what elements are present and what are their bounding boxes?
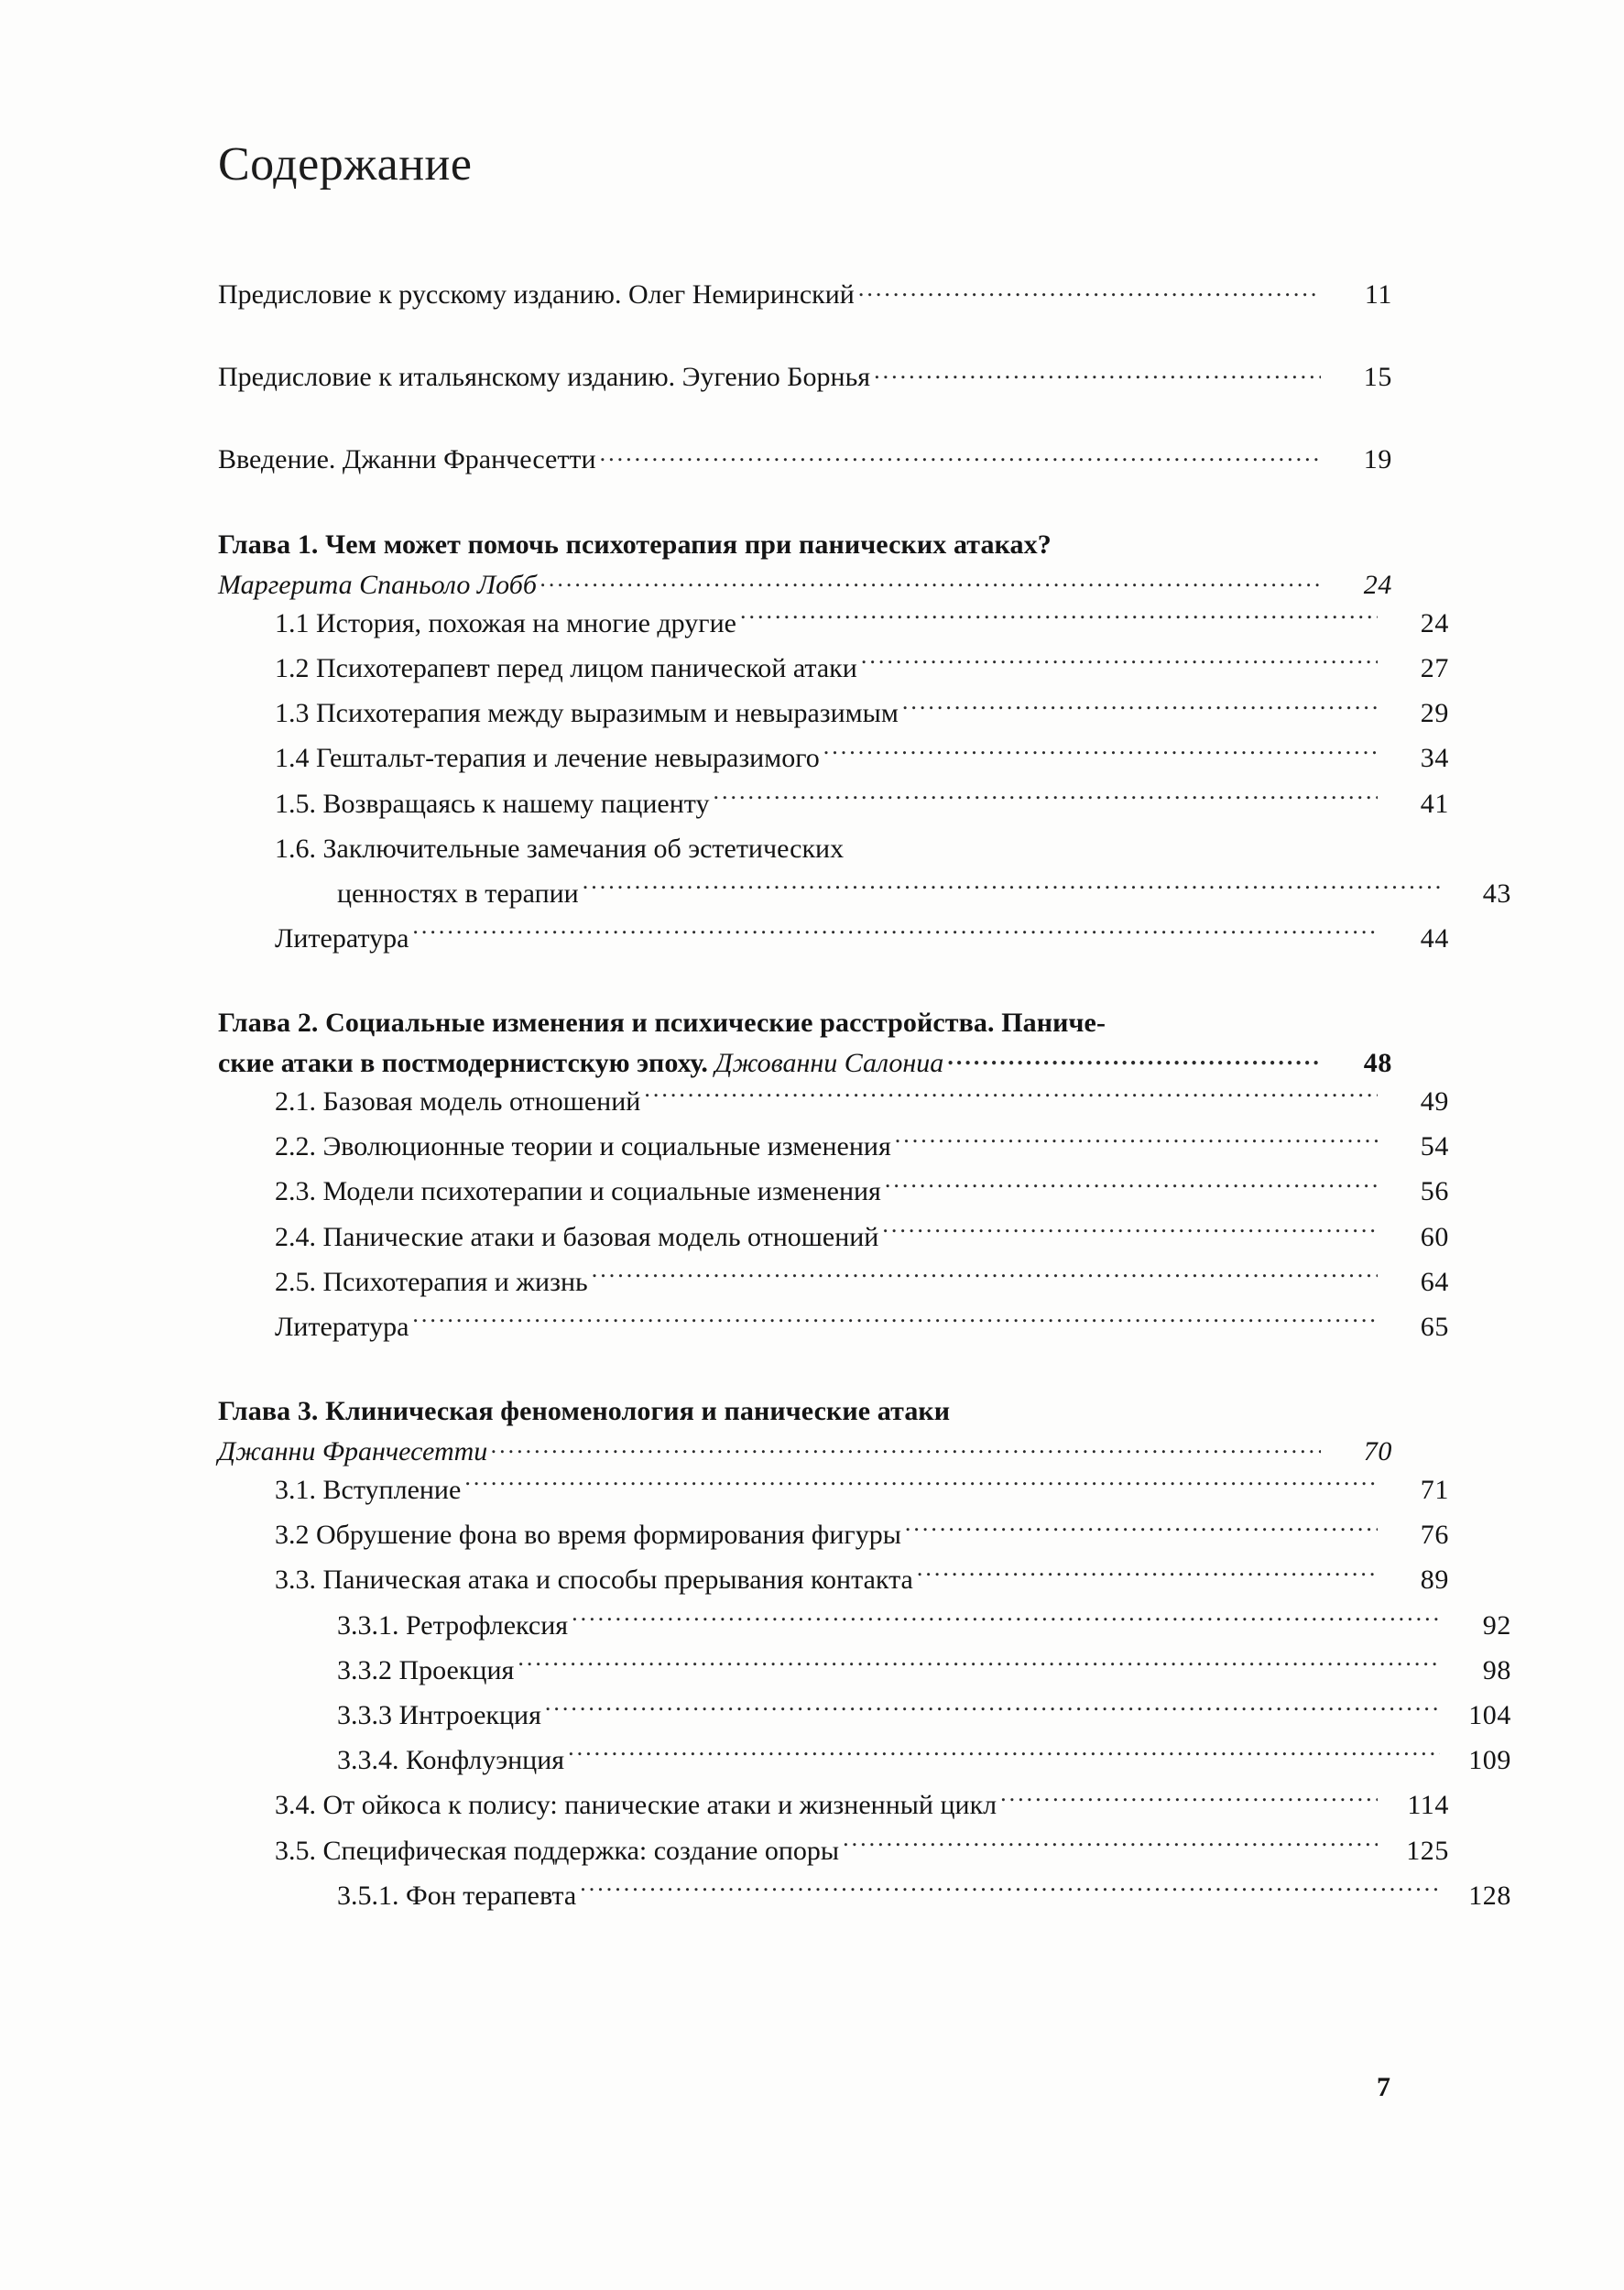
dot-leader [740,605,1378,632]
toc-section[interactable] [218,826,1449,871]
toc-entry-label: Предисловие к итальянскому изданию. Эугенио Борнья [218,362,871,392]
toc-section-page: 41 [1420,788,1449,819]
toc-section-page: 98 [1482,1654,1511,1685]
dot-leader [518,1652,1440,1679]
toc-section-page: 64 [1420,1266,1449,1297]
page-title: Содержание [218,138,473,191]
dot-leader [580,1877,1440,1904]
toc-section-page: 104 [1468,1699,1511,1730]
toc-section-label: 2.5. Психотерапия и жизнь [275,1266,588,1297]
chapter-page: 24 [1363,569,1392,600]
toc-section-label: 2.4. Панические атаки и базовая модель отношений [275,1221,879,1252]
toc-section[interactable] [218,781,1449,826]
toc-section-label: 1.6. Заключительные замечания об эстетических [275,833,845,864]
dot-leader [572,1607,1440,1634]
dot-leader [1000,1786,1378,1814]
toc-section-label: 1.4 Гештальт-терапия и лечение невыразимого [275,743,820,774]
dot-leader [568,1741,1440,1769]
toc-section-label: 3.3.1. Ретрофлексия [337,1609,569,1641]
toc-section[interactable] [218,1467,1449,1512]
toc-section-label: 3.5.1. Фон терапевта [337,1880,577,1911]
toc-section-page: 34 [1420,743,1449,774]
chapter-page: 70 [1363,1436,1392,1467]
dot-leader [644,1083,1378,1110]
toc-content [218,137,1511,1962]
toc-section[interactable] [218,1124,1449,1169]
toc-section-label: 1.3 Психотерапия между выразимым и невыразимым [275,698,899,729]
front-matter-list [218,279,1392,475]
chapter-author-entry[interactable] [218,1433,1392,1467]
dot-leader [947,1044,1321,1072]
dot-leader [540,566,1321,594]
toc-section[interactable] [218,1079,1449,1124]
dot-leader [874,371,1321,386]
toc-section-page: 54 [1420,1131,1449,1162]
dot-leader [491,1433,1321,1460]
toc-section-label: 3.2 Обрушение фона во время формирования фигуры [275,1520,901,1551]
toc-section[interactable] [218,646,1449,691]
toc-section-page: 89 [1420,1565,1449,1596]
toc-section-label: 2.1. Базовая модель отношений [275,1086,641,1118]
toc-section-label: 3.1. Вступление [275,1475,462,1506]
toc-section[interactable] [218,1828,1449,1873]
toc-section[interactable] [218,1169,1449,1214]
toc-section[interactable] [218,1512,1449,1557]
toc-entry-front[interactable] [218,279,1392,311]
dot-leader [895,1128,1378,1155]
toc-section-label: ценностях в терапии [337,878,579,909]
toc-section-label: 3.4. От ойкоса к полису: панические атаки и жизненный цикл [275,1790,997,1821]
toc-subsection[interactable] [218,1603,1511,1648]
toc-section-page: 65 [1420,1312,1449,1343]
toc-entry-front[interactable] [218,362,1392,393]
toc-section-label: 3.3.4. Конфлуэнция [337,1745,565,1776]
toc-section-page: 27 [1420,652,1449,683]
toc-section[interactable] [218,601,1449,646]
toc-section-page: 125 [1406,1835,1449,1866]
toc-section-page: 24 [1420,607,1449,638]
toc-section-continuation[interactable] [218,871,1511,916]
toc-section-page: 43 [1482,878,1511,909]
dot-leader [905,1516,1378,1543]
chapter-page: 48 [1363,1048,1392,1079]
toc-section-page: 49 [1420,1086,1449,1118]
toc-section-page: 71 [1420,1475,1449,1506]
toc-section-page: 92 [1482,1609,1511,1641]
chapter-block [218,1393,1511,1918]
toc-section[interactable] [218,1557,1449,1602]
toc-section-label: 1.1 История, похожая на многие другие [275,607,736,638]
toc-section[interactable] [218,1215,1449,1260]
dot-leader [412,1308,1378,1336]
toc-section-bibliography[interactable] [218,1304,1449,1349]
dot-leader [843,1832,1378,1859]
toc-section-page: 109 [1468,1745,1511,1776]
dot-leader [885,1172,1378,1200]
toc-subsection[interactable] [218,1873,1511,1918]
toc-entry-page: 19 [1363,444,1392,474]
chapter-heading[interactable]: Глава 3. Клиническая феноменология и панические атаки [218,1396,951,1427]
toc-subsection[interactable] [218,1648,1511,1693]
chapter-heading[interactable]: Глава 1. Чем может помочь психотерапия при панических атаках? [218,529,1052,560]
toc-section-label: 3.3.3 Интроекция [337,1699,541,1730]
toc-section-label: 2.3. Модели психотерапии и социальные изменения [275,1176,881,1207]
toc-section-page: 60 [1420,1221,1449,1252]
chapter-author: Джанни Франчесетти [218,1436,488,1467]
toc-entry-front[interactable] [218,444,1392,475]
chapter-heading-continuation: ские атаки в постмодернистскую эпоху. [218,1048,715,1079]
toc-section-page: 114 [1407,1790,1449,1821]
toc-section[interactable] [218,1260,1449,1304]
toc-entry-label: Введение. Джанни Франчесетти [218,444,596,474]
toc-section-label: 2.2. Эволюционные теории и социальные изменения [275,1131,891,1162]
toc-entry-label: Предисловие к русскому изданию. Олег Немиринский [218,279,855,310]
dot-leader [861,649,1378,677]
dot-leader [882,1218,1378,1246]
chapter-author: Маргерита Спаньоло Лобб [218,569,537,600]
toc-subsection[interactable] [218,1738,1511,1783]
chapter-heading[interactable]: Глава 2. Социальные изменения и психические расстройства. Паниче- [218,1008,1106,1039]
dot-leader [917,1561,1378,1588]
toc-section-label: Литература [275,1312,409,1343]
toc-section-label: 1.5. Возвращаясь к нашему пациенту [275,788,710,819]
toc-section[interactable] [218,1783,1449,1827]
toc-section-page: 29 [1420,698,1449,729]
toc-section[interactable] [218,691,1449,736]
dot-leader [412,920,1378,947]
toc-section-page: 56 [1420,1176,1449,1207]
toc-entry-page: 11 [1364,279,1392,310]
toc-section-page: 128 [1468,1880,1511,1911]
toc-section-page: 44 [1420,923,1449,954]
chapter-author: Джованни Салониа [714,1048,944,1079]
toc-section-label: 3.5. Специфическая поддержка: создание опоры [275,1835,840,1866]
toc-section-label: 3.3. Паническая атака и способы прерывания контакта [275,1565,913,1596]
chapter-block [218,1005,1449,1349]
chapter-author-entry[interactable] [218,566,1392,601]
toc-section[interactable] [218,736,1449,780]
toc-subsection[interactable] [218,1693,1511,1738]
toc-section-label: 3.3.2 Проекция [337,1654,515,1685]
dot-leader [583,875,1440,902]
dot-leader [592,1263,1378,1291]
toc-entry-page: 15 [1363,362,1392,392]
dot-leader [464,1471,1378,1499]
dot-leader [600,453,1321,468]
chapter-block [218,527,1511,961]
toc-section-label: 1.2 Психотерапевт перед лицом панической атаки [275,652,857,683]
dot-leader [902,694,1378,722]
dot-leader [858,289,1321,303]
toc-section-page: 76 [1420,1520,1449,1551]
dot-leader [713,785,1378,812]
chapter-heading-line2[interactable] [218,1044,1392,1079]
dot-leader [823,739,1378,767]
dot-leader [545,1696,1440,1724]
toc-section-bibliography[interactable] [218,916,1449,961]
page-folio: 7 [1377,2072,1390,2102]
toc-section-label: Литература [275,923,409,954]
